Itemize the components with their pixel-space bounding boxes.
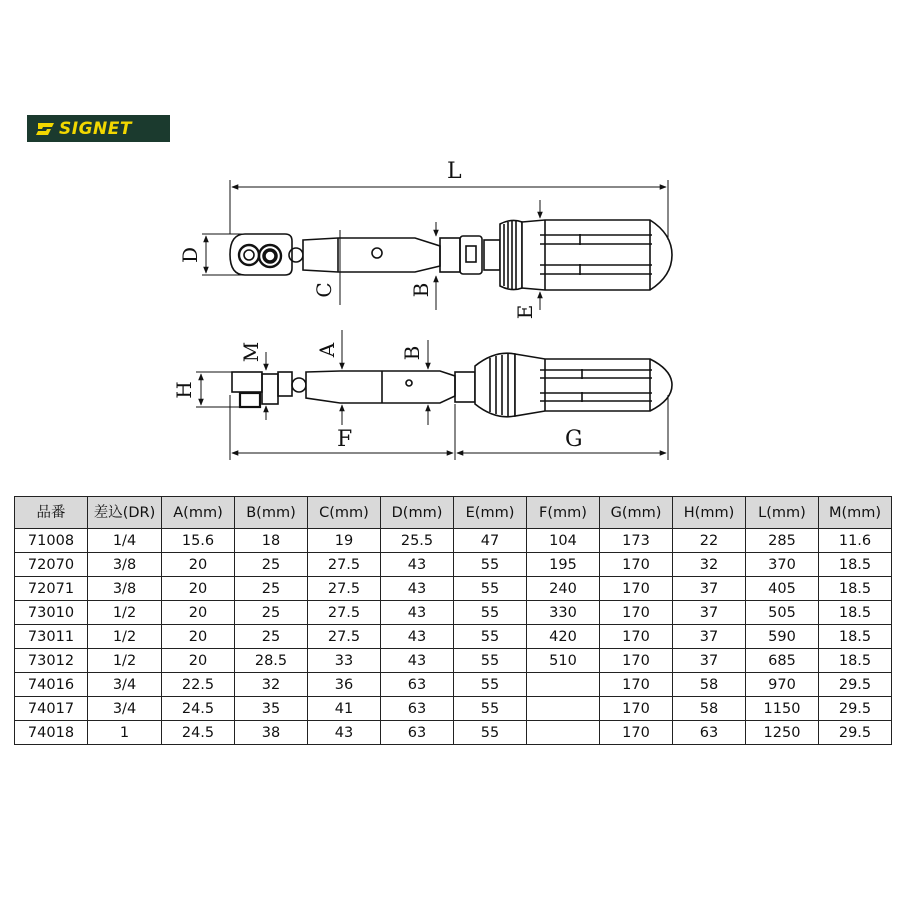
table-cell: 24.5 <box>162 697 235 721</box>
table-cell: 170 <box>600 697 673 721</box>
table-row <box>15 577 892 601</box>
table-cell: 29.5 <box>819 697 892 721</box>
table-cell: 71008 <box>15 529 88 553</box>
side-view-wrench <box>232 353 672 417</box>
table-cell: 285 <box>746 529 819 553</box>
table-row <box>15 553 892 577</box>
table-cell: 43 <box>381 625 454 649</box>
signet-logo-text: SIGNET <box>59 118 132 139</box>
table-cell: 29.5 <box>819 721 892 745</box>
table-cell: 970 <box>746 673 819 697</box>
table-cell: 43 <box>381 649 454 673</box>
col-header-drive: 差込(DR) <box>88 497 162 529</box>
spec-table-header-row <box>15 497 892 529</box>
table-cell: 22.5 <box>162 673 235 697</box>
table-cell: 63 <box>381 721 454 745</box>
table-cell: 27.5 <box>308 601 381 625</box>
table-cell: 29.5 <box>819 673 892 697</box>
table-cell: 25 <box>235 553 308 577</box>
dim-label-G: G <box>565 427 583 452</box>
table-cell: 20 <box>162 601 235 625</box>
table-cell: 19 <box>308 529 381 553</box>
table-cell: 74018 <box>15 721 88 745</box>
table-cell: 55 <box>454 649 527 673</box>
table-cell: 18.5 <box>819 601 892 625</box>
table-cell: 505 <box>746 601 819 625</box>
table-cell: 55 <box>454 601 527 625</box>
col-header-d: D(mm) <box>381 497 454 529</box>
table-cell: 170 <box>600 649 673 673</box>
table-cell: 22 <box>673 529 746 553</box>
table-cell: 170 <box>600 577 673 601</box>
table-cell: 63 <box>381 697 454 721</box>
table-cell: 28.5 <box>235 649 308 673</box>
table-row <box>15 673 892 697</box>
table-cell: 370 <box>746 553 819 577</box>
table-cell: 104 <box>527 529 600 553</box>
table-cell: 58 <box>673 673 746 697</box>
spec-table <box>14 496 892 745</box>
table-cell: 590 <box>746 625 819 649</box>
table-cell: 27.5 <box>308 577 381 601</box>
table-cell: 73012 <box>15 649 88 673</box>
table-cell: 170 <box>600 673 673 697</box>
table-cell: 43 <box>381 601 454 625</box>
table-cell <box>527 721 600 745</box>
table-cell: 420 <box>527 625 600 649</box>
table-cell: 43 <box>381 553 454 577</box>
table-cell: 25.5 <box>381 529 454 553</box>
table-cell: 73011 <box>15 625 88 649</box>
table-cell: 25 <box>235 625 308 649</box>
table-cell: 36 <box>308 673 381 697</box>
table-cell: 25 <box>235 601 308 625</box>
table-cell <box>527 697 600 721</box>
table-cell: 33 <box>308 649 381 673</box>
table-cell: 195 <box>527 553 600 577</box>
table-cell <box>527 673 600 697</box>
dim-label-D: D <box>178 246 202 264</box>
col-header-e: E(mm) <box>454 497 527 529</box>
table-cell: 20 <box>162 649 235 673</box>
dim-label-A: A <box>315 342 339 358</box>
table-cell: 41 <box>308 697 381 721</box>
table-cell: 1/2 <box>88 601 162 625</box>
col-header-b: B(mm) <box>235 497 308 529</box>
table-cell: 55 <box>454 673 527 697</box>
table-cell: 170 <box>600 721 673 745</box>
table-row <box>15 529 892 553</box>
table-cell: 47 <box>454 529 527 553</box>
table-cell: 1 <box>88 721 162 745</box>
col-header-c: C(mm) <box>308 497 381 529</box>
table-cell: 74017 <box>15 697 88 721</box>
dim-label-C: C <box>312 282 336 298</box>
table-cell: 3/4 <box>88 673 162 697</box>
col-header-h: H(mm) <box>673 497 746 529</box>
table-cell: 1/4 <box>88 529 162 553</box>
table-cell: 170 <box>600 601 673 625</box>
table-cell: 1150 <box>746 697 819 721</box>
table-cell: 11.6 <box>819 529 892 553</box>
dim-label-H: H <box>172 381 196 399</box>
dim-label-E: E <box>513 304 537 320</box>
table-cell: 38 <box>235 721 308 745</box>
table-cell: 63 <box>381 673 454 697</box>
table-cell: 55 <box>454 625 527 649</box>
table-cell: 170 <box>600 553 673 577</box>
table-cell: 43 <box>381 577 454 601</box>
table-cell: 3/8 <box>88 577 162 601</box>
table-cell: 72071 <box>15 577 88 601</box>
dim-label-B-side: B <box>400 345 424 361</box>
table-cell: 20 <box>162 553 235 577</box>
table-cell: 72070 <box>15 553 88 577</box>
table-cell: 18.5 <box>819 625 892 649</box>
col-header-l: L(mm) <box>746 497 819 529</box>
table-cell: 18.5 <box>819 649 892 673</box>
table-cell: 27.5 <box>308 553 381 577</box>
col-header-m: M(mm) <box>819 497 892 529</box>
col-header-part-no: 品番 <box>15 497 88 529</box>
table-cell: 240 <box>527 577 600 601</box>
table-cell: 37 <box>673 601 746 625</box>
table-cell: 58 <box>673 697 746 721</box>
table-row <box>15 625 892 649</box>
table-cell: 173 <box>600 529 673 553</box>
col-header-f: F(mm) <box>527 497 600 529</box>
table-cell: 32 <box>673 553 746 577</box>
table-cell: 405 <box>746 577 819 601</box>
table-cell: 3/4 <box>88 697 162 721</box>
table-cell: 685 <box>746 649 819 673</box>
dim-label-F: F <box>337 427 353 452</box>
table-cell: 35 <box>235 697 308 721</box>
dim-label-M: M <box>239 341 263 363</box>
table-cell: 18.5 <box>819 577 892 601</box>
table-cell: 74016 <box>15 673 88 697</box>
table-cell: 63 <box>673 721 746 745</box>
table-cell: 3/8 <box>88 553 162 577</box>
table-row <box>15 697 892 721</box>
table-cell: 32 <box>235 673 308 697</box>
table-cell: 27.5 <box>308 625 381 649</box>
table-cell: 1250 <box>746 721 819 745</box>
table-cell: 18 <box>235 529 308 553</box>
table-cell: 1/2 <box>88 625 162 649</box>
table-cell: 20 <box>162 625 235 649</box>
table-cell: 55 <box>454 721 527 745</box>
table-cell: 55 <box>454 553 527 577</box>
table-cell: 37 <box>673 649 746 673</box>
col-header-g: G(mm) <box>600 497 673 529</box>
table-cell: 73010 <box>15 601 88 625</box>
table-cell: 43 <box>308 721 381 745</box>
table-cell: 170 <box>600 625 673 649</box>
table-cell: 1/2 <box>88 649 162 673</box>
col-header-a: A(mm) <box>162 497 235 529</box>
table-cell: 330 <box>527 601 600 625</box>
table-cell: 37 <box>673 577 746 601</box>
table-cell: 25 <box>235 577 308 601</box>
table-cell: 510 <box>527 649 600 673</box>
spec-table-body <box>15 529 892 745</box>
table-cell: 20 <box>162 577 235 601</box>
table-row <box>15 601 892 625</box>
dim-label-L: L <box>447 159 462 184</box>
table-cell: 55 <box>454 697 527 721</box>
table-cell: 18.5 <box>819 553 892 577</box>
table-cell: 24.5 <box>162 721 235 745</box>
table-cell: 55 <box>454 577 527 601</box>
table-cell: 15.6 <box>162 529 235 553</box>
table-row <box>15 649 892 673</box>
dim-label-B-top: B <box>409 282 433 298</box>
table-row <box>15 721 892 745</box>
table-cell: 37 <box>673 625 746 649</box>
top-view-wrench <box>230 220 672 290</box>
